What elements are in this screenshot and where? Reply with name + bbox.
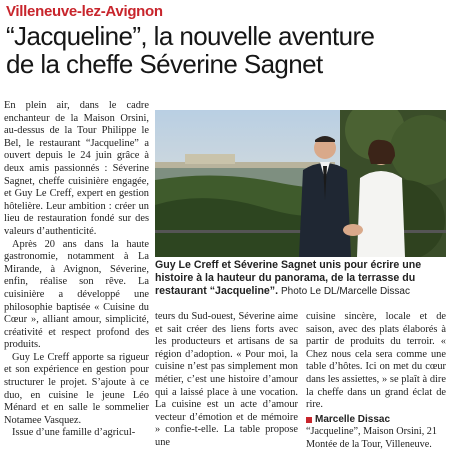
photo-caption bbox=[155, 259, 445, 298]
article-column-2 bbox=[155, 311, 298, 450]
author-name: Marcelle Dissac bbox=[315, 413, 391, 425]
paragraph: En plein air, dans le cadre enchanteur de la Maison Orsini, au-dessus de la Tour Philippe le Bel, le restaurant “Jacqueline” a ouvert depuis le 24 juin grâce à deux amis passionnés : Séverine Sagnet, cheffe cuisinière engagée, et Guy Le Creff, expert en gestion hôtelière. Leur ambition : créer un lieu de restauration fondé sur des valeurs d’authenticité. bbox=[4, 100, 149, 237]
headline-line-1: “Jacqueline”, la nouvelle aventure bbox=[6, 21, 375, 51]
section-kicker: Villeneuve-lez-Avignon bbox=[6, 3, 163, 20]
article-column-3 bbox=[306, 311, 446, 452]
paragraph: teurs du Sud-ouest, Séverine aime et sait créer des liens forts avec les producteurs et artisans de sa région d’adoption. « Pour moi, la cuisine n’est pas simplement mon métier, c’est une histoire d’amour qui a laissé place à une vocation. La cuisine est un acte d’amour vecteur d’émotion et de mémoire » confie-t-elle. La table propose une bbox=[155, 311, 298, 448]
caption-text: Guy Le Creff et Séverine Sagnet unis pour écrire une histoire à la hauteur du panorama, de la terrasse du restaurant “Jacqueline”. bbox=[155, 259, 422, 297]
address-info: “Jacqueline”, Maison Orsini, 21 Montée de la Tour, Villeneuve. bbox=[306, 426, 437, 450]
paragraph: Après 20 ans dans la haute gastronomie, notamment à La Mirande, à Avignon, Séverine, enfin, réalise son rêve. La cuisinière a développé une philosophie baptisée « Cuisine du Cœur », alliant amour, simplicité, créativité et respect profond des produits. bbox=[4, 238, 149, 351]
article-photo bbox=[155, 110, 446, 257]
paragraph: cuisine sincère, locale et de saison, avec des plats élaborés à partir de produits du terroir. « Chez nous cela sera comme une table d’hôtes. Ici on met du cœur dans les assiettes, » se plaît à dire la cheffe dans un grand éclat de rire. bbox=[306, 311, 446, 411]
paragraph: Issue d’une famille d’agricul- bbox=[12, 427, 136, 439]
byline-square-icon bbox=[306, 417, 312, 423]
headline bbox=[6, 22, 446, 78]
photo-illustration bbox=[155, 110, 446, 257]
headline-line-2: de la cheffe Séverine Sagnet bbox=[6, 49, 323, 79]
photo-credit: Photo Le DL/Marcelle Dissac bbox=[281, 285, 410, 297]
paragraph: Guy Le Creff apporte sa rigueur et son expérience en gestion pour structurer le projet. S’ajoute à ce duo, en cuisine le jeune Léo Ménard et en salle le sommelier Notamee Vasquez. bbox=[4, 351, 149, 426]
article-column-1 bbox=[4, 100, 149, 440]
author-byline bbox=[306, 414, 446, 427]
